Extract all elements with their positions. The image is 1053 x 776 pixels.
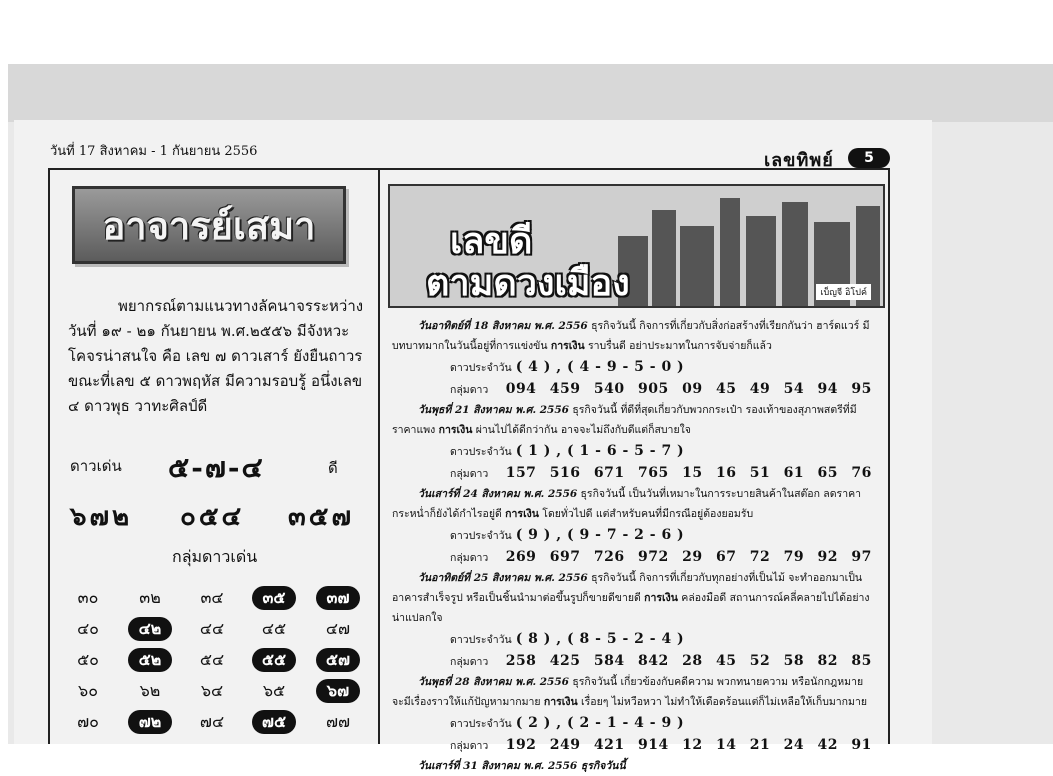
entry-date: วันพุธที่ 21 สิงหาคม พ.ศ. 2556 <box>418 404 569 416</box>
banner-title-line-1: เลขดี <box>450 221 533 262</box>
money-label: การเงิน <box>505 508 539 520</box>
day-star-label: ดาวประจำวัน <box>450 446 512 458</box>
entry-text <box>392 484 876 524</box>
day-star-line <box>392 628 876 650</box>
group-star-label: กลุ่มดาว <box>450 468 489 480</box>
entry-body: ธุรกิจวันนี้ ที่ดีที่สุดเกี่ยวกับพวกกระเป๋า รองเท้าของสุภาพสตรีที่มีราคาแพง <box>392 404 857 436</box>
lucky-star-numbers: ๕-๗-๔ <box>168 451 265 484</box>
day-star-label: ดาวประจำวัน <box>450 362 512 374</box>
group-star-line <box>392 546 876 568</box>
group-star-numbers: 258 425 584 842 28 45 52 58 82 85 <box>492 653 872 669</box>
grid-number: ๕๔ <box>199 650 225 669</box>
entry-body: ราบรื่นดี อย่าประมาทในการจับจ่ายก็แล้ว <box>584 340 772 352</box>
building-shape <box>652 210 676 306</box>
lucky-star-label: ดาวเด่น <box>70 457 122 475</box>
grid-number: ๔๐ <box>77 619 99 638</box>
group-star-label: กลุ่มดาว <box>450 384 489 396</box>
highlighted-number: ๗๕ <box>252 710 296 734</box>
daily-entries <box>392 316 876 776</box>
entry-date: วันพุธที่ 28 สิงหาคม พ.ศ. 2556 <box>418 676 569 688</box>
entry-date: วันเสาร์ที่ 31 สิงหาคม พ.ศ. 2556 ธุรกิจวันนี้ <box>418 760 626 772</box>
grid-row <box>66 710 366 741</box>
day-star-line <box>392 712 876 734</box>
group-star-numbers: 192 249 421 914 12 14 21 24 42 91 <box>492 737 872 753</box>
day-star-line <box>392 356 876 378</box>
group-star-line <box>392 462 876 484</box>
highlighted-number: ๓๗ <box>316 586 360 610</box>
brand-name: เลขทิพย์ <box>764 150 834 171</box>
group-star-line <box>392 650 876 672</box>
column-title: อาจารย์เสมา <box>72 186 346 264</box>
entry-text-cutoff <box>392 756 876 776</box>
grid-row <box>66 586 366 617</box>
day-star-numbers: ( 9 ) , ( 9 - 7 - 2 - 6 ) <box>515 527 685 543</box>
building-shape <box>782 202 808 306</box>
entry-date: วันเสาร์ที่ 24 สิงหาคม พ.ศ. 2556 <box>418 488 578 500</box>
entry-text <box>392 316 876 356</box>
triple-number: ๐๕๔ <box>180 502 245 532</box>
grid-number: ๓๒ <box>139 588 161 607</box>
grid-number: ๗๔ <box>199 712 225 731</box>
grid-number: ๓๔ <box>200 588 224 607</box>
group-star-label: กลุ่มดาว <box>450 656 489 668</box>
entry-body: ผ่านไปได้ดีกว่ากัน อาจจะไม่ถึงกับดีแต่ก็สบายใจ <box>472 424 691 436</box>
money-label: การเงิน <box>438 424 473 436</box>
building-shape <box>746 216 776 306</box>
triple-number: ๖๗๒ <box>70 502 133 532</box>
page-number-badge: 5 <box>848 148 890 168</box>
entry-body: คล่องมือดี สถานการณ์คลี่คลายไปได้อย่างน่าแปลกใจ <box>392 592 870 624</box>
grid-number: ๔๕ <box>261 619 287 638</box>
highlighted-number: ๓๕ <box>252 586 296 610</box>
day-star-numbers: ( 8 ) , ( 8 - 5 - 2 - 4 ) <box>515 631 685 647</box>
forecast-paragraph: พยากรณ์ตามแนวทางลัคนาจรระหว่างวันที่ ๑๙ - ๒๑ กันยายน พ.ศ.๒๕๕๖ มีจังหวะโคจรน่าสนใจ คือ เลข ๗ ดาวเสาร์ ยังยืนถาวร ขณะที่เลข ๕ ดาวพฤหัส มีความรอบรู้ อนึ่งเลข ๔ ดาวพุธ วาทะศิลป์ดี <box>68 297 364 415</box>
day-star-line <box>392 524 876 546</box>
lucky-star-tag: ดี <box>328 459 338 477</box>
star-group-grid <box>66 586 366 741</box>
highlighted-number: ๖๗ <box>316 679 360 703</box>
day-star-line <box>392 440 876 462</box>
entry-body: เรื่อยๆ ไม่หวือหวา ไม่ทำให้เดือดร้อนแต่ก็ไม่เหลือให้เก็บมากมาย <box>577 696 868 708</box>
grid-number: ๔๗ <box>325 619 351 638</box>
highlighted-number: ๗๒ <box>128 710 172 734</box>
grid-row <box>66 648 366 679</box>
entry-body: ธุรกิจวันนี้ กิจการที่เกี่ยวกับสิ่งก่อสร้างที่เรียกกันว่า ฮาร์ดแวร์ มีบทบาทมากในวันนี้อยู่ที่การแข่งขัน <box>392 320 870 352</box>
group-star-line <box>392 378 876 400</box>
entry-body: ธุรกิจวันนี้ เป็นวันที่เหมาะในการระบายสินค้าในสต๊อก ลดราคากระหน่ำก็ยังได้กำไรอยู่ดี <box>392 488 862 520</box>
day-star-label: ดาวประจำวัน <box>450 530 512 542</box>
group-star-line <box>392 734 876 756</box>
day-star-numbers: ( 4 ) , ( 4 - 9 - 5 - 0 ) <box>515 359 685 375</box>
money-label: การเงิน <box>543 696 578 708</box>
grid-number: ๖๕ <box>262 681 286 700</box>
money-label: การเงิน <box>550 340 585 352</box>
grid-row <box>66 679 366 710</box>
day-star-label: ดาวประจำวัน <box>450 718 512 730</box>
entry-body: ธุรกิจวันนี้ เกี่ยวข้องกับคดีความ พวกทนายความ หรือนักกฎหมาย จะมีเรื่องราวให้แก้ปัญหามากมาย <box>392 676 864 708</box>
entry-text <box>392 568 876 628</box>
group-star-label: กลุ่มดาว <box>450 552 489 564</box>
grid-number: ๖๔ <box>200 681 224 700</box>
day-star-numbers: ( 2 ) , ( 2 - 1 - 4 - 9 ) <box>515 715 685 731</box>
highlighted-number: ๕๒ <box>128 648 172 672</box>
day-star-numbers: ( 1 ) , ( 1 - 6 - 5 - 7 ) <box>515 443 685 459</box>
grid-number: ๕๐ <box>77 650 99 669</box>
issue-date: วันที่ 17 สิงหาคม - 1 กันยายน 2556 <box>50 144 258 159</box>
entry-body: โดยทั่วไปดี แต่สำหรับคนที่มีกรณีอยู่ต้องยอมรับ <box>538 508 754 520</box>
entry-text <box>392 672 876 712</box>
building-shape <box>680 226 714 306</box>
group-star-numbers: 157 516 671 765 15 16 51 61 65 76 <box>492 465 872 481</box>
grid-number: ๗๗ <box>325 712 351 731</box>
grid-number: ๖๐ <box>78 681 98 700</box>
grid-number: ๓๐ <box>77 588 99 607</box>
highlighted-number: ๕๗ <box>316 648 360 672</box>
grid-row <box>66 617 366 648</box>
building-shape <box>720 198 740 306</box>
triple-number: ๓๕๗ <box>288 502 355 532</box>
highlighted-number: ๔๒ <box>128 617 172 641</box>
column-divider <box>378 170 380 744</box>
group-star-numbers: 094 459 540 905 09 45 49 54 94 95 <box>492 381 872 397</box>
city-banner <box>388 184 885 308</box>
money-label: การเงิน <box>644 592 678 604</box>
entry-date: วันอาทิตย์ที่ 25 สิงหาคม พ.ศ. 2556 <box>418 572 588 584</box>
group-star-numbers: 269 697 726 972 29 67 72 79 92 97 <box>492 549 872 565</box>
grid-number: ๔๔ <box>199 619 225 638</box>
highlighted-number: ๕๕ <box>252 648 296 672</box>
entry-body: ธุรกิจวันนี้ กิจการที่เกี่ยวกับทุกอย่างที่เป็นไม้ จะทำออกมาเป็นอาคารสำเร็จรูป หรือเป็นชิ้นนำมาต่อขึ้นรูปก็ขายดีขายดี <box>392 572 863 604</box>
banner-author: เบ็ญจี อิโปค์ <box>816 284 871 300</box>
entry-text <box>392 400 876 440</box>
grid-number: ๖๒ <box>139 681 161 700</box>
entry-date: วันอาทิตย์ที่ 18 สิงหาคม พ.ศ. 2556 <box>418 320 588 332</box>
lucky-star-row <box>70 446 370 482</box>
grid-number: ๗๐ <box>77 712 99 731</box>
banner-title-line-2: ตามดวงเมือง <box>426 263 630 304</box>
day-star-label: ดาวประจำวัน <box>450 634 512 646</box>
group-star-label: กลุ่มดาว <box>450 740 489 752</box>
underlying-page-strip <box>8 64 1053 122</box>
star-group-title: กลุ่มดาวเด่น <box>172 547 258 566</box>
